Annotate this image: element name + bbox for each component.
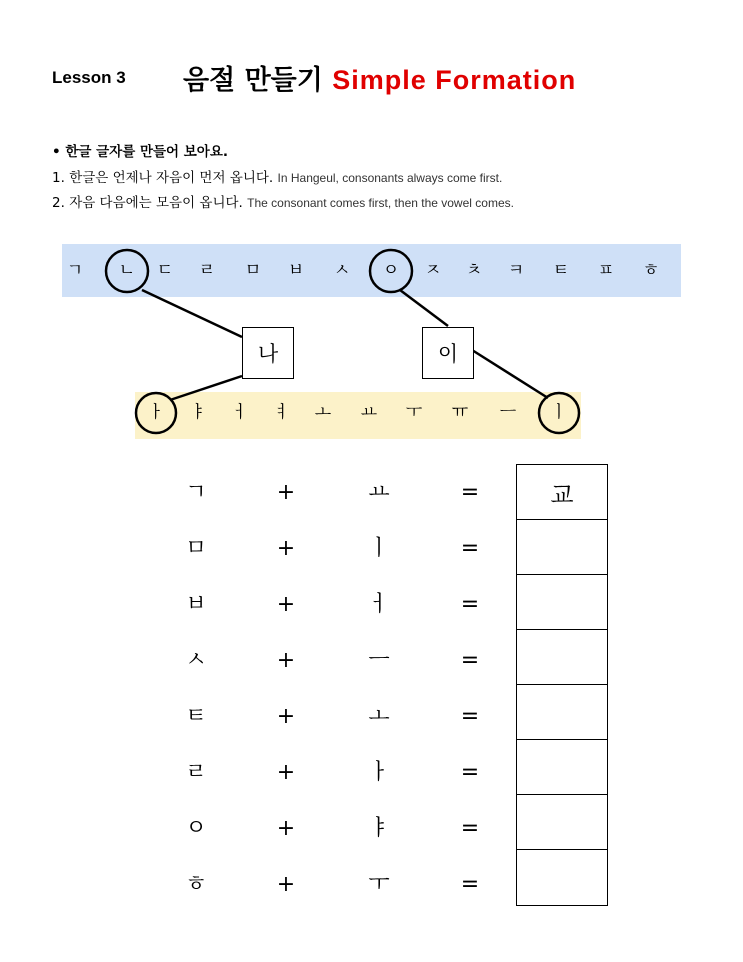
consonant-jamo: ㄴ — [118, 260, 136, 281]
consonant-jamo: ㅂ — [287, 260, 305, 281]
consonant-jamo: ㅋ — [507, 260, 525, 281]
exercise-plus: + — [276, 592, 296, 617]
vowel-jamo: ㅗ — [314, 402, 332, 423]
consonant-jamo: ㅈ — [424, 260, 442, 281]
exercise-equals: = — [460, 648, 480, 673]
exercise-equals: = — [460, 760, 480, 785]
step-text-korean: 자음 다음에는 모음이 옵니다. — [69, 195, 243, 211]
step-text-english: The consonant comes first, then the vowel comes. — [247, 196, 514, 210]
vowel-jamo: ㅛ — [360, 402, 378, 423]
exercise-vowel: ㅡ — [368, 648, 390, 673]
consonant-jamo: ㅌ — [552, 260, 570, 281]
consonant-jamo: ㅅ — [333, 260, 351, 281]
exercise-consonant: ㅎ — [185, 872, 207, 897]
answer-box[interactable] — [516, 849, 608, 906]
syllable-box-na: 나 — [242, 327, 294, 379]
answer-box[interactable] — [516, 794, 608, 849]
exercise-vowel: ㅜ — [368, 872, 390, 897]
exercise-vowel: ㅑ — [368, 816, 390, 841]
exercise-vowel: ㅓ — [368, 592, 390, 617]
lesson-label: Lesson 3 — [52, 68, 126, 87]
answer-column — [516, 464, 608, 906]
exercise-vowel: ㅏ — [368, 760, 390, 785]
vowel-jamo: ㅓ — [231, 402, 249, 423]
answer-box[interactable] — [516, 684, 608, 739]
title-korean: 음절 만들기 — [183, 65, 323, 96]
exercise-equals: = — [460, 872, 480, 897]
consonant-jamo: ㅇ — [382, 260, 400, 281]
exercise-plus: + — [276, 816, 296, 841]
exercise-plus: + — [276, 760, 296, 785]
exercise-consonant: ㅂ — [185, 592, 207, 617]
exercise-consonant: ㅁ — [185, 536, 207, 561]
vowel-jamo: ㅜ — [405, 402, 423, 423]
exercise-plus: + — [276, 648, 296, 673]
exercise-equals: = — [460, 704, 480, 729]
consonant-jamo: ㅊ — [465, 260, 483, 281]
exercise-equals: = — [460, 480, 480, 505]
exercise-consonant: ㅇ — [185, 816, 207, 841]
step-number: 2. — [52, 195, 65, 211]
vowel-jamo: ㅣ — [550, 402, 568, 423]
vowel-jamo: ㅑ — [189, 402, 207, 423]
exercise-equals: = — [460, 592, 480, 617]
answer-box[interactable] — [516, 739, 608, 794]
exercise-plus: + — [276, 872, 296, 897]
consonant-jamo: ㅍ — [597, 260, 615, 281]
exercise-vowel: ㅣ — [368, 536, 390, 561]
exercise-equals: = — [460, 536, 480, 561]
bullet-icon: • — [52, 144, 66, 160]
exercise-plus: + — [276, 480, 296, 505]
connector-i-to-i — [472, 350, 548, 398]
exercise-consonant: ㅅ — [185, 648, 207, 673]
exercise-consonant: ㅌ — [185, 704, 207, 729]
title-english: Simple Formation — [332, 65, 577, 95]
vowel-jamo: ㅏ — [147, 402, 165, 423]
answer-box[interactable] — [516, 519, 608, 574]
consonant-jamo: ㅎ — [642, 260, 660, 281]
vowel-jamo: ㅡ — [499, 402, 517, 423]
exercise-consonant: ㄹ — [185, 760, 207, 785]
exercise-vowel: ㅛ — [368, 480, 390, 505]
consonant-jamo: ㄱ — [66, 260, 84, 281]
answer-box[interactable]: 교 — [516, 464, 608, 519]
answer-box[interactable] — [516, 574, 608, 629]
consonant-jamo: ㄹ — [198, 260, 216, 281]
bullet-text: 한글 글자를 만들어 보아요. — [65, 144, 229, 160]
step-number: 1. — [52, 170, 65, 186]
connector-n-to-na — [142, 290, 242, 337]
connector-a-to-na — [170, 376, 242, 400]
exercise-vowel: ㅗ — [368, 704, 390, 729]
exercise-equals: = — [460, 816, 480, 841]
consonant-jamo: ㄷ — [156, 260, 174, 281]
consonant-jamo: ㅁ — [244, 260, 262, 281]
exercise-plus: + — [276, 704, 296, 729]
vowel-jamo: ㅠ — [451, 402, 469, 423]
vowel-jamo: ㅕ — [273, 402, 291, 423]
syllable-box-i: 이 — [422, 327, 474, 379]
answer-box[interactable] — [516, 629, 608, 684]
exercise-plus: + — [276, 536, 296, 561]
exercise-consonant: ㄱ — [185, 480, 207, 505]
step-text-english: In Hangeul, consonants always come first. — [277, 171, 503, 185]
connector-ng-to-i — [400, 290, 448, 326]
step-text-korean: 한글은 언제나 자음이 먼저 옵니다. — [69, 170, 274, 186]
